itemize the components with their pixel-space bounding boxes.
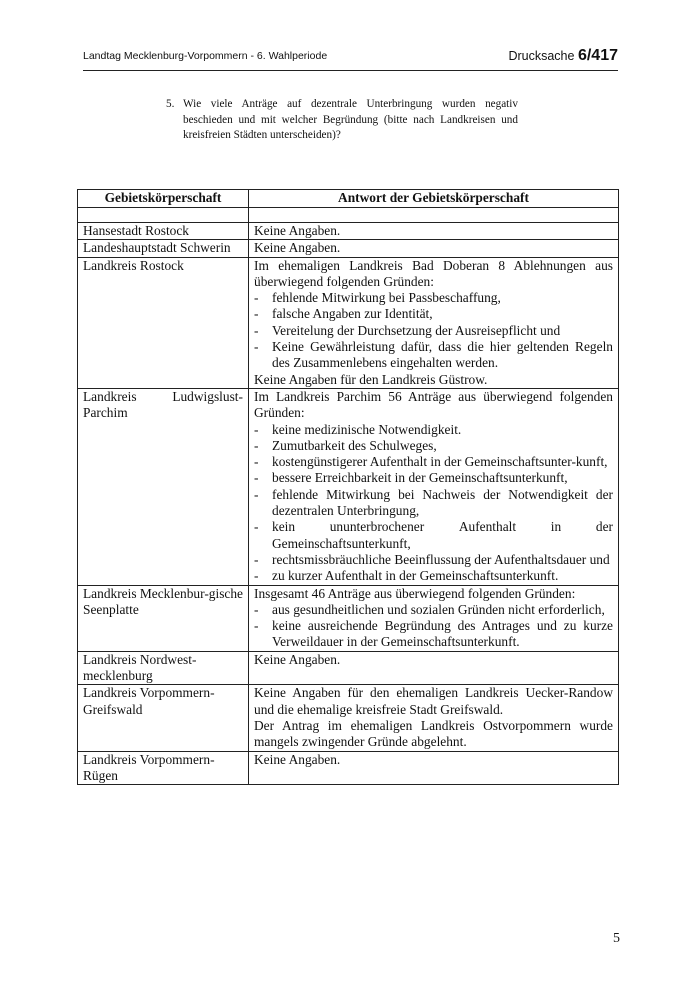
header-gebiet: Gebietskörperschaft xyxy=(78,190,249,208)
answer-outro: Keine Angaben für den Landkreis Güstrow. xyxy=(254,371,488,387)
list-item: - keine medizinische Notwendigkeit. xyxy=(254,422,613,438)
list-item: - keine ausreichende Begründung des Antrages und zu kurze Verweildauer in der Gemeinschaftsunterkunft. xyxy=(254,618,613,651)
row-name-part: Landkreis xyxy=(83,388,137,404)
word: der xyxy=(595,519,613,535)
row-name-part: Parchim xyxy=(83,405,128,421)
row-name: Landkreis Vorpommern-Greifswald xyxy=(78,685,249,751)
document-number xyxy=(508,47,618,65)
row-answer: Keine Angaben. xyxy=(249,651,619,685)
row-answer: Keine Angaben. xyxy=(249,751,619,785)
page-number: 5 xyxy=(613,931,620,946)
question-number: 5. xyxy=(166,98,175,110)
list-item: - Keine Gewährleistung dafür, dass die hier geltenden Regeln des Zusammenlebens eingehalten werden. xyxy=(254,339,613,372)
table-row xyxy=(78,388,619,585)
table-row xyxy=(78,208,619,223)
table-row xyxy=(78,651,619,685)
list-item: - aus gesundheitlichen und sozialen Gründen nicht erforderlich, xyxy=(254,602,613,618)
row-answer: Keine Angaben. xyxy=(249,223,619,240)
row-answer xyxy=(249,685,619,751)
list-item: - kostengünstigerer Aufenthalt in der Gemeinschaftsunter-kunft, xyxy=(254,454,613,470)
row-answer: Keine Angaben. xyxy=(249,240,619,257)
word: ununterbrochener xyxy=(329,519,425,535)
word: Aufenthalt xyxy=(458,519,517,535)
list-item: - fehlende Mitwirkung bei Passbeschaffung, xyxy=(254,290,613,306)
table-row xyxy=(78,257,619,388)
row-name: Landeshauptstadt Schwerin xyxy=(78,240,249,257)
list-item xyxy=(254,519,613,552)
list-item: - falsche Angaben zur Identität, xyxy=(254,306,613,322)
table-row xyxy=(78,240,619,257)
reason-list xyxy=(254,602,613,651)
list-item: - bessere Erreichbarkeit in der Gemeinschaftsunterkunft, xyxy=(254,470,613,486)
parliament-label: Landtag Mecklenburg-Vorpommern - 6. Wahlperiode xyxy=(83,50,328,62)
list-item: - Zumutbarkeit des Schulweges, xyxy=(254,438,613,454)
word: in xyxy=(550,519,562,535)
question-text: Wie viele Anträge auf dezentrale Unterbringung wurden negativ beschieden und mit welcher Begründung (bitte nach Landkreisen und kreisfreien Städten unterscheiden)? xyxy=(183,98,518,141)
question-block xyxy=(166,97,518,144)
table-row xyxy=(78,685,619,751)
answers-table xyxy=(77,189,619,785)
drucksache-label: Drucksache xyxy=(508,49,575,63)
list-item: - rechtsmissbräuchliche Beeinflussung der Aufenthaltsdauer und xyxy=(254,552,613,568)
row-answer xyxy=(249,388,619,585)
row-name: Landkreis Rostock xyxy=(78,257,249,388)
list-item: - Vereitelung der Durchsetzung der Ausreisepflicht und xyxy=(254,323,613,339)
row-name-part: Ludwigslust- xyxy=(172,388,243,404)
reason-list xyxy=(254,290,613,371)
table-row xyxy=(78,751,619,785)
table-header-row xyxy=(78,190,619,208)
table-row xyxy=(78,585,619,651)
table-row xyxy=(78,223,619,240)
row-name: Landkreis Nordwest-mecklenburg xyxy=(78,651,249,685)
answer-line: Der Antrag im ehemaligen Landkreis Ostvorpommern wurde mangels zwingender Gründe abgelehnt. xyxy=(254,717,613,750)
header-antwort: Antwort der Gebietskörperschaft xyxy=(249,190,619,208)
reason-list xyxy=(254,422,613,585)
list-item: - fehlende Mitwirkung bei Nachweis der Notwendigkeit der dezentralen Unterbringung, xyxy=(254,487,613,520)
row-answer xyxy=(249,585,619,651)
row-name: Landkreis Vorpommern-Rügen xyxy=(78,751,249,785)
list-item: - zu kurzer Aufenthalt in der Gemeinschaftsunterkunft. xyxy=(254,568,613,584)
answer-intro: Insgesamt 46 Anträge aus überwiegend folgenden Gründen: xyxy=(254,585,576,601)
answer-line: Keine Angaben für den ehemaligen Landkreis Uecker-Randow und die ehemalige kreisfreie Stadt Greifswald. xyxy=(254,685,613,717)
row-name: Hansestadt Rostock xyxy=(78,223,249,240)
answer-intro: Im Landkreis Parchim 56 Anträge aus überwiegend folgenden Gründen: xyxy=(254,388,613,421)
row-answer xyxy=(249,257,619,388)
row-name: Landkreis Mecklenbur-gische Seenplatte xyxy=(78,585,249,651)
row-name xyxy=(78,388,249,585)
list-item-cont: Gemeinschaftsunterkunft, xyxy=(272,535,411,551)
answer-intro: Im ehemaligen Landkreis Bad Doberan 8 Ablehnungen aus überwiegend folgenden Gründen: xyxy=(254,257,613,289)
page-header xyxy=(83,44,618,71)
word: - kein xyxy=(272,519,296,535)
drucksache-number: 6/417 xyxy=(577,47,618,64)
